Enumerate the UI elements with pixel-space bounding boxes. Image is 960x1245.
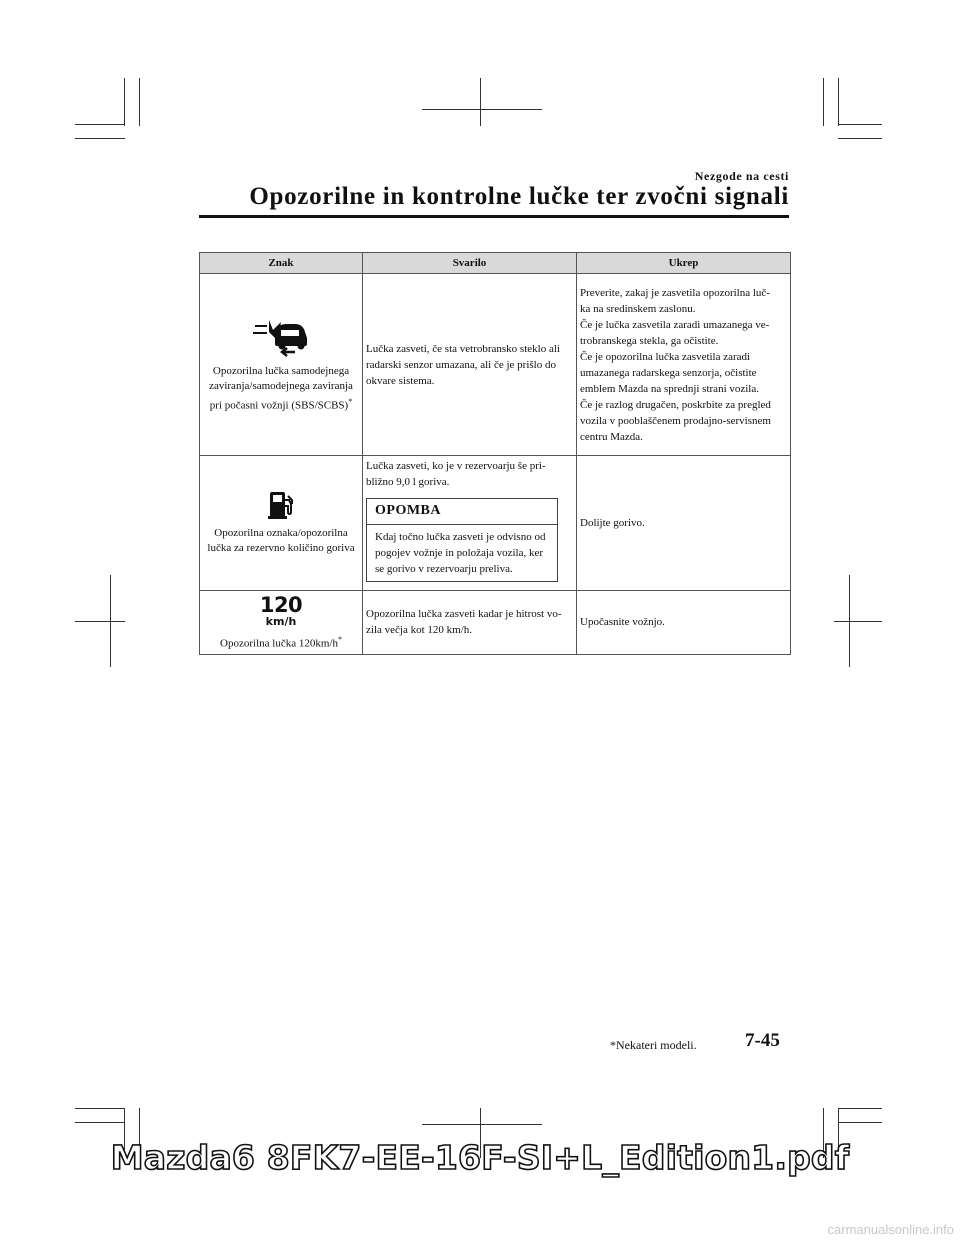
note-title: OPOMBA <box>367 499 557 525</box>
page-title: Opozorilne in kontrolne lučke ter zvočni signali <box>249 183 789 210</box>
sbs-scbs-warning-icon <box>251 316 311 358</box>
column-header-warning: Svarilo <box>363 253 577 274</box>
warning-cell <box>363 274 577 456</box>
table-row <box>200 456 791 591</box>
action-text-line: vozila v pooblaščenem prodajno-servisnem <box>580 414 771 427</box>
warning-text-line: bližno 9,0 l goriva. <box>366 476 450 488</box>
table-row <box>200 274 791 456</box>
column-header-action: Ukrep <box>577 253 791 274</box>
footnote-mark: * <box>337 635 342 644</box>
table-row <box>200 591 791 655</box>
site-watermark: carmanualsonline.info <box>827 1222 954 1237</box>
action-cell <box>577 274 791 456</box>
sign-caption-line: Opozorilna lučka samodejnega <box>212 364 350 377</box>
table-header-row <box>200 253 791 274</box>
warning-text-line: radarski senzor umazana, ali če je prišlo do <box>366 358 556 371</box>
fuel-pump-icon <box>266 490 296 520</box>
note-text-line: se gorivo v rezervoarju preliva. <box>375 563 513 575</box>
action-text-line: Če je razlog drugačen, poskrbite za pregled <box>580 398 771 411</box>
note-text-line: Kdaj točno lučka zasveti je odvisno od <box>375 531 546 543</box>
note-body <box>367 525 557 581</box>
action-cell <box>577 591 791 655</box>
action-text-line: Če je lučka zasvetila zaradi umazanega ve- <box>580 318 770 331</box>
action-text-line: Preverite, zakaj je zasvetila opozorilna luč- <box>580 286 770 299</box>
warning-text-line: Lučka zasveti, če sta vetrobransko steklo ali <box>366 342 560 355</box>
sign-caption-line: zaviranja/samodejnega zaviranja <box>209 379 353 392</box>
action-text-line: centru Mazda. <box>580 430 643 443</box>
speed-icon-unit: km/h <box>265 615 297 628</box>
action-text-line: Če je opozorilna lučka zasvetila zaradi <box>580 350 751 363</box>
note-box <box>366 498 558 582</box>
sign-caption-line: Opozorilna oznaka/opozorilna <box>214 527 348 539</box>
sign-caption-line: Opozorilna lučka 120km/h* <box>220 635 342 650</box>
column-header-sign: Znak <box>200 253 363 274</box>
action-text-line: trobranskega stekla, ga očistite. <box>580 334 719 347</box>
page-number: 7-45 <box>745 1030 780 1051</box>
action-text-line: Dolijte gorivo. <box>580 517 645 529</box>
note-text-line: pogojev vožnje in položaja vozila, ker <box>375 547 543 559</box>
section-name: Nezgode na cesti <box>694 169 789 183</box>
warning-text-line: zila večja kot 120 km/h. <box>366 624 472 637</box>
action-cell <box>577 456 791 591</box>
warning-cell <box>363 456 577 591</box>
action-text-line: emblem Mazda na sprednji strani vozila. <box>580 382 759 395</box>
title-rule <box>199 215 789 218</box>
warning-text-line: Lučka zasveti, ko je v rezervoarju še pri- <box>366 460 546 472</box>
warning-cell <box>363 591 577 655</box>
sign-cell <box>200 456 363 591</box>
warning-lights-table <box>199 252 791 655</box>
action-text-line: ka na sredinskem zaslonu. <box>580 302 696 315</box>
warning-text-line: Opozorilna lučka zasveti kadar je hitrost vo- <box>366 608 562 621</box>
sign-caption-line: lučka za rezervno količino goriva <box>207 542 355 554</box>
file-label: Mazda6 8FK7-EE-16F-SI+L_Edition1.pdf <box>110 1138 850 1177</box>
sign-cell <box>200 591 363 655</box>
action-text-line: umazanega radarskega senzorja, očistite <box>580 366 757 379</box>
speed-120-icon <box>203 595 359 627</box>
speed-icon-number: 120 <box>259 593 303 617</box>
footnote-mark: * <box>348 396 353 406</box>
warning-text-line: okvare sistema. <box>366 374 435 387</box>
sign-cell <box>200 274 363 456</box>
action-text-line: Upočasnite vožnjo. <box>580 616 665 629</box>
footnote: *Nekateri modeli. <box>610 1038 697 1052</box>
sign-caption-line: pri počasni vožnji (SBS/SCBS)* <box>209 396 353 412</box>
